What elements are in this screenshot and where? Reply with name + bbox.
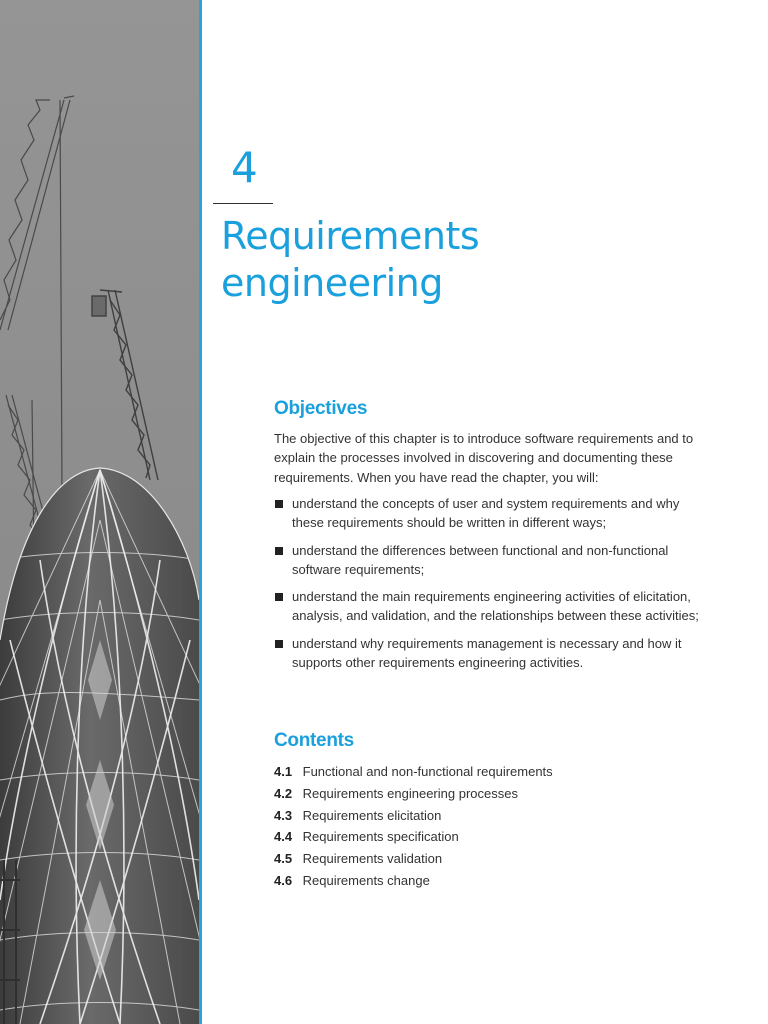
bullet-square-icon bbox=[275, 547, 283, 555]
contents-item-number: 4.6 bbox=[274, 872, 293, 888]
chapter-accent-rule bbox=[199, 0, 202, 1024]
contents-item bbox=[274, 826, 553, 848]
contents-item-number: 4.1 bbox=[274, 764, 293, 779]
objective-text: understand the differences between functional and non-functional software requirements; bbox=[292, 542, 669, 577]
contents-item-title: Requirements elicitation bbox=[302, 807, 442, 823]
objective-item bbox=[274, 541, 714, 580]
contents-item-number: 4.5 bbox=[274, 851, 293, 867]
contents-item-title: Requirements specification bbox=[302, 829, 459, 845]
contents-heading: Contents bbox=[274, 730, 354, 751]
chapter-number: 4 bbox=[231, 143, 258, 192]
objectives-intro: The objective of this chapter is to introduce software requirements and to explain the processes involved in discovering and documenting these requirements. When you have read the chapter, you will: bbox=[274, 431, 694, 485]
objective-text: understand the concepts of user and system requirements and why these requirements should be written in different ways; bbox=[292, 496, 680, 531]
contents-item-title: Requirements engineering processes bbox=[302, 785, 518, 801]
objective-text: understand the main requirements engineering activities of elicitation, analysis, and validation, and the relationships between these activities; bbox=[292, 589, 699, 624]
contents-item-number: 4.3 bbox=[274, 807, 293, 823]
contents-item-number: 4.4 bbox=[274, 829, 293, 845]
contents-item bbox=[274, 783, 553, 805]
objectives-heading: Objectives bbox=[274, 398, 368, 419]
bullet-square-icon bbox=[275, 500, 283, 508]
chapter-number-underline bbox=[213, 203, 273, 204]
objective-item bbox=[274, 587, 714, 626]
objective-text: understand why requirements management is necessary and how it supports other requirements engineering activities. bbox=[292, 635, 682, 671]
contents-item-title: Requirements validation bbox=[302, 851, 443, 867]
chapter-title: Requirements engineering bbox=[221, 214, 480, 305]
objective-item bbox=[274, 494, 714, 533]
contents-item bbox=[274, 805, 553, 827]
contents-item bbox=[274, 848, 553, 870]
contents-list bbox=[274, 761, 553, 892]
contents-item bbox=[274, 870, 553, 892]
bullet-square-icon bbox=[275, 640, 283, 648]
cover-photo-construction-cranes bbox=[0, 0, 199, 1024]
objectives-list bbox=[274, 494, 714, 680]
contents-item-title: Requirements change bbox=[302, 872, 430, 888]
gherkin-tower-illustration bbox=[0, 0, 199, 1024]
contents-item bbox=[274, 761, 553, 783]
contents-item-number: 4.2 bbox=[274, 785, 293, 801]
contents-item-title: Functional and non-functional requirements bbox=[302, 764, 553, 779]
bullet-square-icon bbox=[275, 593, 283, 601]
objective-item bbox=[274, 634, 714, 673]
